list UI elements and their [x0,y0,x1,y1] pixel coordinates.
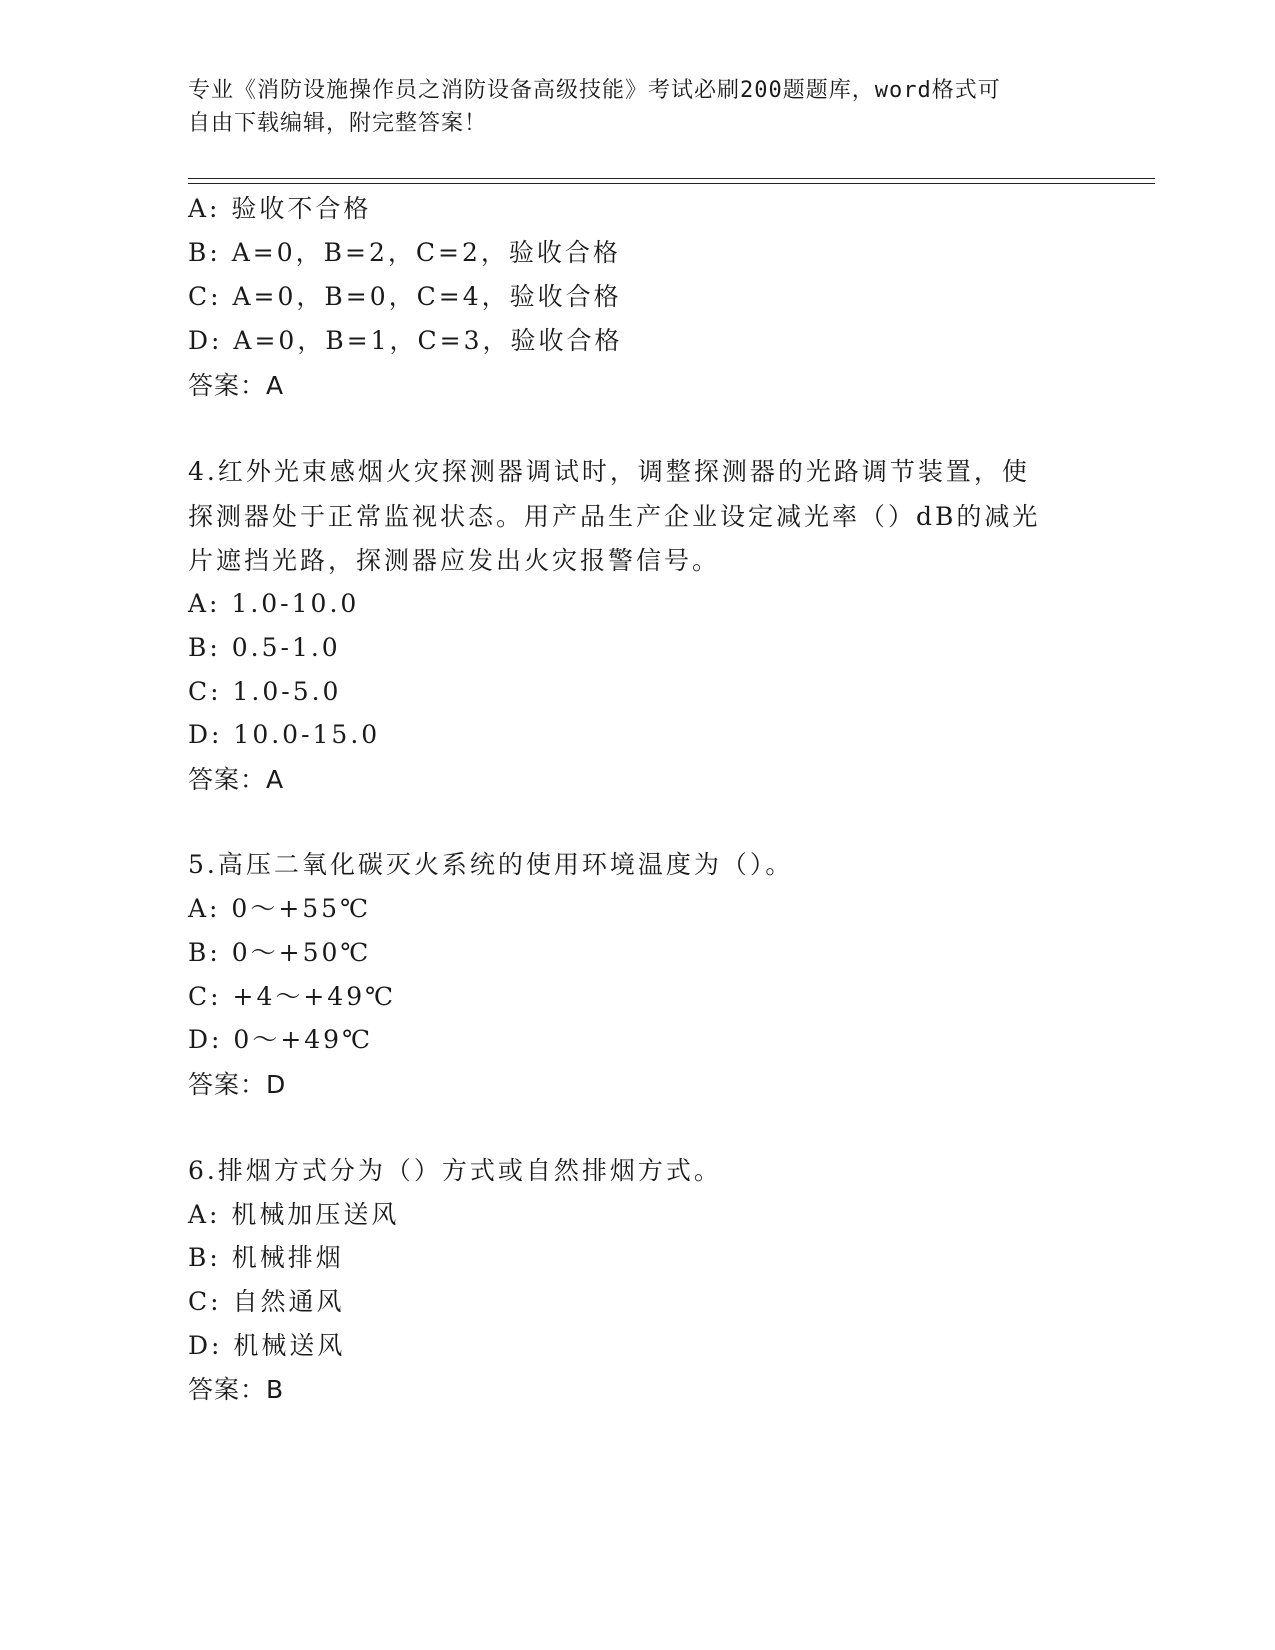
q5-option-c: C: +4～+49℃ [188,982,397,1011]
q4-stem-line-3: 片遮挡光路，探测器应发出火灾报警信号。 [188,546,721,575]
header-title-line-1: 专业《消防设施操作员之消防设备高级技能》考试必刷200题题库，word格式可 [188,78,1001,103]
q3-answer: 答案：A [188,371,285,400]
q4-answer: 答案：A [188,765,285,794]
q4-option-c: C: 1.0-5.0 [188,677,342,706]
q4-stem-line-1: 4.红外光束感烟火灾探测器调试时，调整探测器的光路调节装置，使 [188,457,1030,486]
q3-option-b: B: A=0，B=2，C=2，验收合格 [188,238,621,267]
q4-option-b: B: 0.5-1.0 [188,633,341,662]
q5-answer: 答案：D [188,1070,287,1099]
q5-stem-line-1: 5.高压二氧化碳灭火系统的使用环境温度为（）。 [188,850,794,879]
q6-stem-line-1: 6.排烟方式分为（）方式或自然排烟方式。 [188,1156,722,1185]
q6-option-a: A: 机械加压送风 [188,1200,400,1229]
q4-stem-line-2: 探测器处于正常监视状态。用产品生产企业设定减光率（）dB的减光 [188,502,1041,531]
q6-option-d: D: 机械送风 [188,1331,346,1360]
header-divider-top [188,178,1155,179]
q5-option-b: B: 0～+50℃ [188,938,372,967]
q3-option-c: C: A=0，B=0，C=4，验收合格 [188,282,622,311]
header-title-line-2: 自由下载编辑，附完整答案！ [188,111,488,136]
q5-option-d: D: 0～+49℃ [188,1025,374,1054]
q4-option-d: D: 10.0-15.0 [188,720,381,749]
q6-option-b: B: 机械排烟 [188,1243,344,1272]
q4-option-a: A: 1.0-10.0 [188,589,360,618]
header-divider-bottom [188,183,1155,184]
q3-option-d: D: A=0，B=1，C=3，验收合格 [188,326,623,355]
q6-option-c: C: 自然通风 [188,1287,345,1316]
q6-answer: 答案：B [188,1375,285,1404]
q3-option-a: A: 验收不合格 [188,194,372,223]
q5-option-a: A: 0～+55℃ [188,894,372,923]
document-header [188,74,1068,140]
